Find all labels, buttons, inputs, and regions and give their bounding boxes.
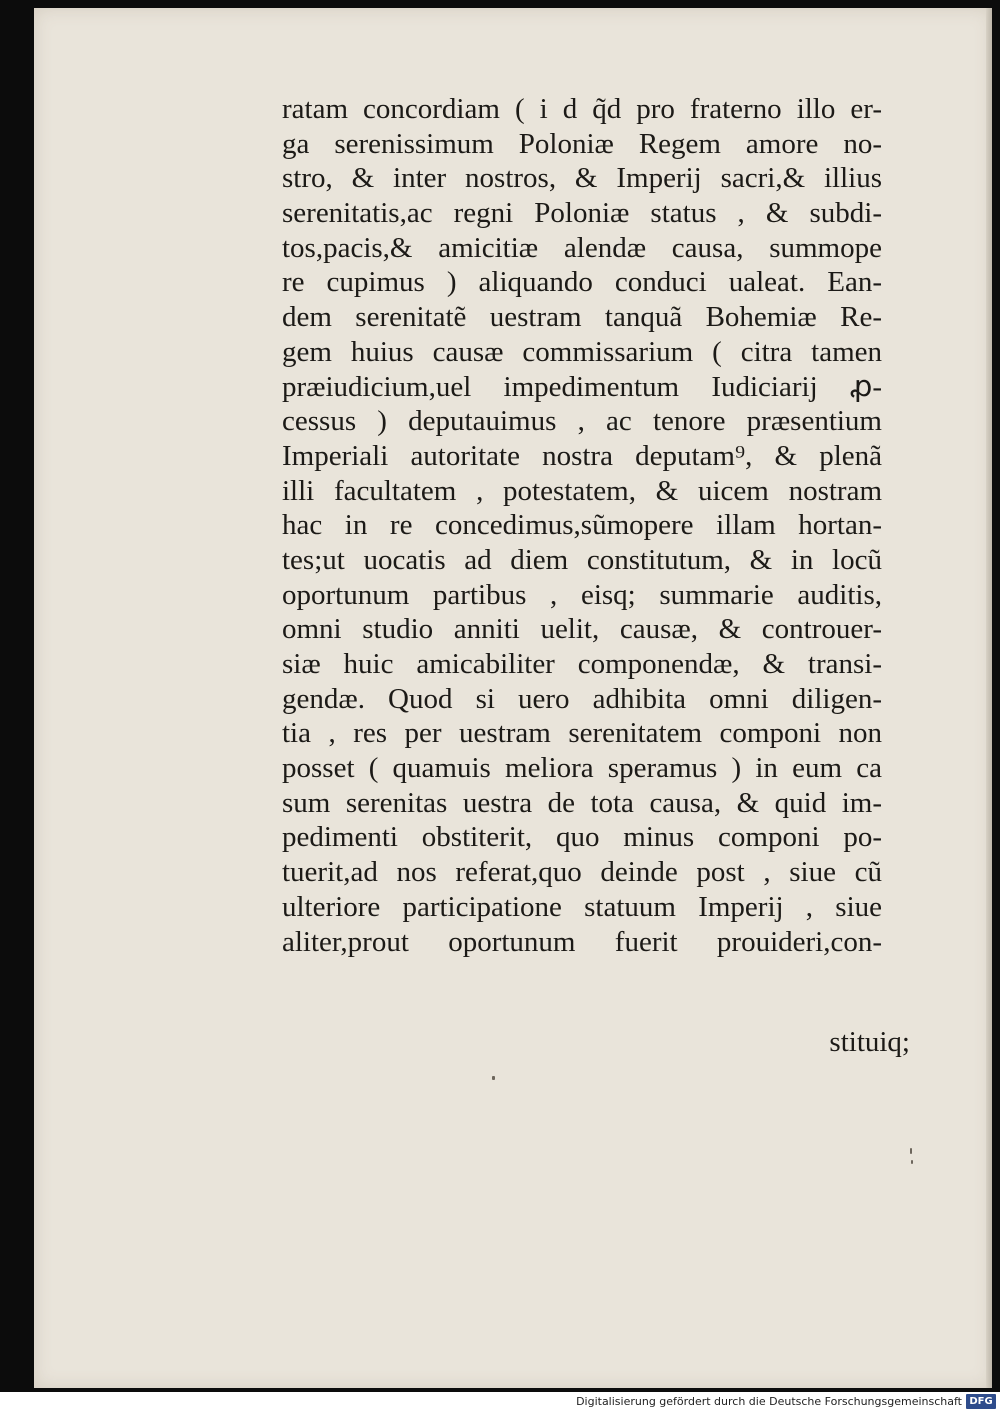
text-line: re cupimus ) aliquando conduci ualeat. Ean- — [282, 266, 882, 299]
body-text — [282, 92, 882, 959]
text-line: serenitatis,ac regni Poloniæ status , & subdi- — [282, 197, 882, 230]
text-line: cessus ) deputauimus , ac tenore præsentium — [282, 405, 882, 438]
catchword: stituiq; — [829, 1026, 910, 1058]
text-line: tes;ut uocatis ad diem constitutum, & in locũ — [282, 543, 882, 576]
text-line: gem huius causæ commissarium ( citra tamen — [282, 335, 882, 368]
text-line: tos,pacis,& amicitiæ alendæ causa, summope — [282, 231, 882, 264]
text-line: omni studio anniti uelit, causæ, & controuer- — [282, 613, 882, 646]
text-line: posset ( quamuis meliora speramus ) in eum ca — [282, 752, 882, 785]
text-line: tia , res per uestram serenitatem componi non — [282, 717, 882, 750]
text-line: sum serenitas uestra de tota causa, & quid im- — [282, 786, 882, 819]
text-line: stro, & inter nostros, & Imperij sacri,& illius — [282, 162, 882, 195]
dfg-logo: DFG — [966, 1394, 996, 1409]
text-line: tuerit,ad nos referat,quo deinde post , siue cũ — [282, 856, 882, 889]
text-line: hac in re concedimus,sũmopere illam hortan- — [282, 509, 882, 542]
text-line: ga serenissimum Poloniæ Regem amore no- — [282, 127, 882, 160]
text-line: illi facultatem , potestatem, & uicem nostram — [282, 474, 882, 507]
paper-speck — [911, 1160, 913, 1164]
funding-credit: Digitalisierung gefördert durch die Deutsche Forschungsgemeinschaft — [576, 1395, 962, 1408]
text-line: ratam concordiam ( i d q̃d pro fraterno illo er- — [282, 93, 882, 125]
text-line: pedimenti obstiterit, quo minus componi po- — [282, 821, 882, 854]
text-line: aliter,prout oportunum fuerit prouideri,con- — [282, 925, 882, 958]
text-line: gendæ. Quod si uero adhibita omni diligen- — [282, 682, 882, 715]
text-line: Imperiali autoritate nostra deputam⁹, & plenã — [282, 439, 882, 472]
footer-bar — [0, 1392, 1000, 1413]
text-line: siæ huic amicabiliter componendæ, & transi- — [282, 648, 882, 680]
paper-speck — [492, 1076, 495, 1080]
text-line: ulteriore participatione statuum Imperij , siue — [282, 890, 882, 923]
text-line: dem serenitatẽ uestram tanquã Bohemiæ Re- — [282, 301, 882, 334]
text-line: præiudicium,uel impedimentum Iudiciarij ꝓ- — [282, 370, 882, 403]
text-line: oportunum partibus , eisq; summarie auditis, — [282, 578, 882, 611]
paper-speck — [910, 1148, 912, 1154]
